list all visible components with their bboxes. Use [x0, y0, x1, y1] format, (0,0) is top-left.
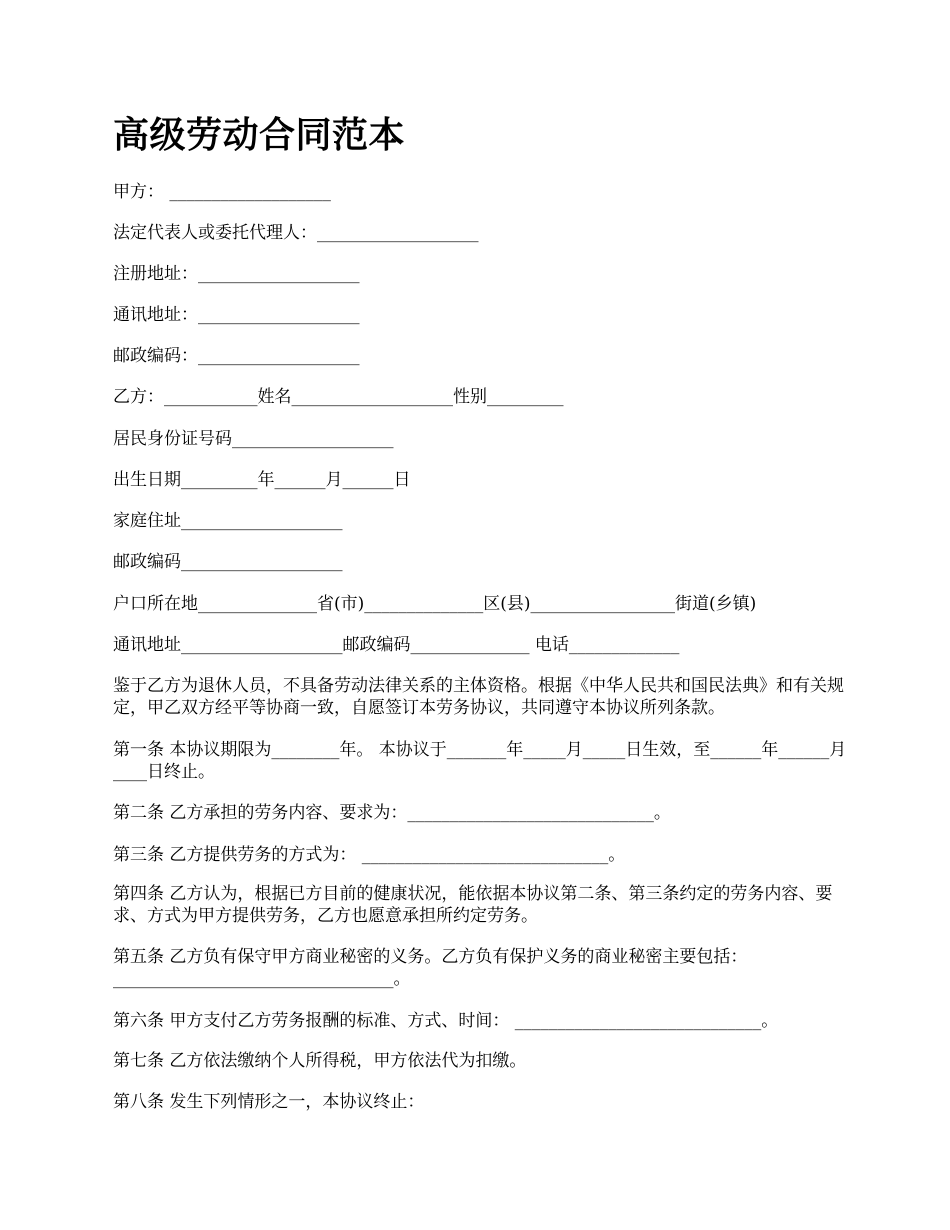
article-3: 第三条 乙方提供劳务的方式为： _____________________________。: [113, 845, 626, 865]
party-a-representative: 法定代表人或委托代理人：___________________: [113, 223, 479, 243]
party-b-hukou: 户口所在地______________省(市)______________区(县)_________________街道(乡镇): [113, 594, 757, 614]
article-6: 第六条 甲方支付乙方劳务报酬的标准、方式、时间： _____________________________。: [113, 1011, 779, 1031]
party-b-birth-date: 出生日期_________年______月______日: [113, 470, 411, 490]
party-a-mailing-address: 通讯地址：___________________: [113, 305, 360, 325]
document-title: 高级劳动合同范本: [113, 115, 406, 156]
article-4: 第四条 乙方认为，根据已方目前的健康状况，能依据本协议第二条、第三条约定的劳务内容、要求、方式为甲方提供劳务，乙方也愿意承担所约定劳务。: [113, 884, 833, 926]
party-b-id-number: 居民身份证号码___________________: [113, 429, 394, 449]
article-7: 第七条 乙方依法缴纳个人所得税，甲方依法代为扣缴。: [113, 1051, 527, 1071]
article-2: 第二条 乙方承担的劳务内容、要求为：_____________________________。: [113, 803, 671, 823]
party-b-postcode: 邮政编码___________________: [113, 552, 343, 572]
party-b-contact: 通讯地址___________________邮政编码______________ 电话_____________: [113, 635, 680, 655]
party-a-postcode: 邮政编码：___________________: [113, 346, 360, 366]
article-1: 第一条 本协议期限为________年。 本协议于_______年_____月_____日生效，至______年______月____日终止。: [113, 740, 847, 782]
party-a-registered-address: 注册地址：___________________: [113, 264, 360, 284]
preamble: 鉴于乙方为退休人员，不具备劳动法律关系的主体资格。根据《中华人民共和国民法典》和有关规定，甲乙双方经平等协商一致，自愿签订本劳务协议，共同遵守本协议所列条款。: [113, 676, 844, 718]
party-a-name: 甲方： ___________________: [113, 182, 331, 202]
article-5: 第五条 乙方负有保守甲方商业秘密的义务。乙方负有保护义务的商业秘密主要包括：_________________________________。: [113, 947, 748, 989]
article-8: 第八条 发生下列情形之一，本协议终止：: [113, 1092, 425, 1112]
party-b-home-address: 家庭住址___________________: [113, 511, 343, 531]
party-b-name: 乙方：___________姓名___________________性别_________: [113, 387, 564, 407]
